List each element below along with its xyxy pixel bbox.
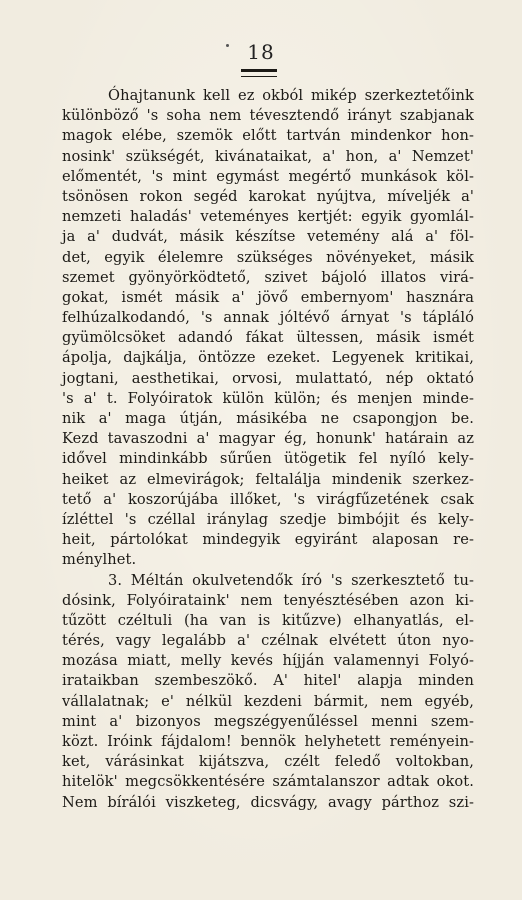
text-line: gokat, ismét másik a' jövő embernyom' hasznára	[62, 288, 474, 306]
text-line: nemzeti haladás' veteményes kertjét: egyik gyomlál-	[62, 208, 474, 226]
text-line: Nem bírálói viszketeg, dicsvágy, avagy párthoz szi-	[62, 793, 474, 811]
text-line: térés, vagy legalább a' czélnak elvétett úton nyo-	[62, 632, 474, 650]
text-line: tűzött czéltuli (ha van is kitűzve) elhanyatlás, el-	[62, 611, 474, 629]
text-line: idővel mindinkább sűrűen ütögetik fel nyíló kely-	[62, 450, 474, 468]
text-line: mozása miatt, melly kevés híjján valamennyi Folyó-	[62, 652, 474, 670]
header-rule-thick	[241, 69, 277, 72]
text-line: nik a' maga útján, másikéba ne csapongjon be.	[62, 410, 474, 427]
text-line: det, egyik élelemre szükséges növényeket, másik	[62, 248, 474, 266]
text-line: heit, pártolókat mindegyik egyiránt alaposan re-	[62, 531, 474, 549]
text-line: dósink, Folyóirataink' nem tenyésztésében azon ki-	[62, 591, 474, 609]
text-line: szemet gyönyörködtető, szivet bájoló illatos virá-	[62, 268, 474, 286]
text-line: magok elébe, szemök előtt tartván mindenkor hon-	[62, 127, 474, 145]
text-line: vállalatnak; e' nélkül kezdeni bármit, nem egyéb,	[62, 692, 474, 710]
text-line: hitelök' megcsökkentésére számtalanszor adtak okot.	[62, 773, 474, 791]
text-line: különböző 's soha nem tévesztendő irányt szabjanak	[62, 107, 474, 125]
text-line: mint a' bizonyos megszégyenűléssel menni szem-	[62, 712, 474, 730]
text-line: 's a' t. Folyóiratok külön külön; és menjen minde-	[62, 389, 474, 407]
text-line: Óhajtanunk kell ez okból mikép szerkeztetőink	[108, 87, 474, 104]
text-line: tsönösen rokon segéd karokat nyújtva, míveljék a'	[62, 187, 474, 205]
text-line: jogtani, aesthetikai, orvosi, mulattató, nép oktató	[62, 369, 474, 387]
text-line: nosink' szükségét, kivánataikat, a' hon, a' Nemzet'	[62, 147, 474, 165]
body-text	[62, 86, 474, 813]
text-line: előmentét, 's mint egymást megértő munkások köl-	[62, 167, 474, 185]
text-line: ízléttel 's czéllal iránylag szedje bimbójit és kely-	[62, 510, 474, 528]
text-line: gyümölcsöket adandó fákat ültessen, másik ismét	[62, 329, 474, 347]
text-line: ápolja, dajkálja, öntözze ezeket. Legyenek kritikai,	[62, 349, 474, 367]
text-line: közt. Iróink fájdalom! bennök helyhetett reményein-	[62, 733, 474, 750]
page-number: 18	[247, 40, 275, 64]
text-line: ket, várásinkat kijátszva, czélt feledő voltokban,	[62, 753, 474, 771]
text-line: 3. Méltán okulvetendők író 's szerkesztető tu-	[108, 571, 474, 589]
header-rule-thin	[241, 76, 277, 77]
text-line: irataikban szembeszökő. A' hitel' alapja minden	[62, 672, 474, 690]
text-line: ja a' dudvát, másik készítse vetemény alá a' föl-	[62, 228, 474, 246]
text-line: Kezd tavaszodni a' magyar ég, honunk' határain az	[62, 430, 474, 448]
text-line: ménylhet.	[62, 551, 137, 569]
text-line: tető a' koszorújába illőket, 's virágfűzetének csak	[62, 490, 474, 508]
text-line: felhúzalkodandó, 's annak jóltévő árnyat 's tápláló	[62, 309, 474, 327]
text-line: heiket az elmevirágok; feltalálja mindenik szerkez-	[62, 470, 474, 488]
